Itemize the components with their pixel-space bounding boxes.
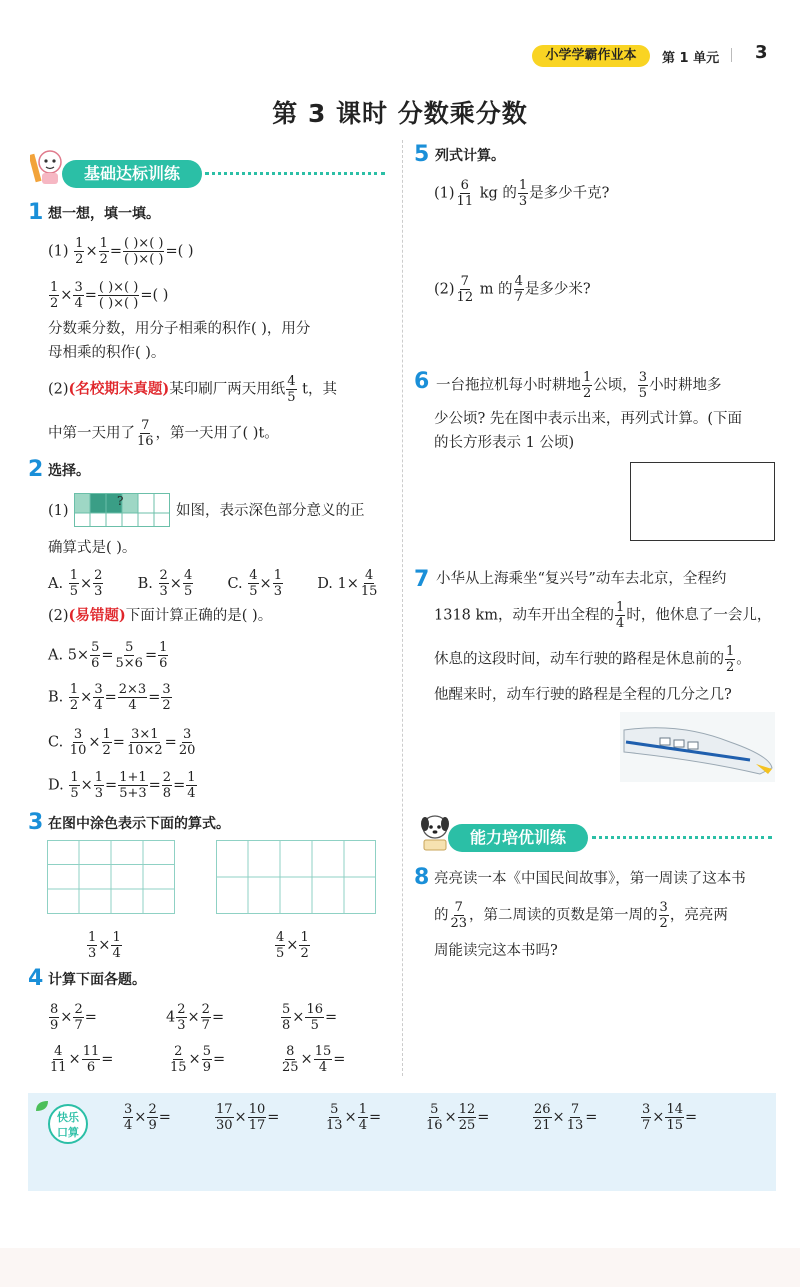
answer-blank[interactable]: ，第一天用了( )t。 [155, 425, 279, 442]
series-badge: 小学学霸作业本 [532, 45, 650, 67]
option-a[interactable]: A. $\frac{1}{5}$ × $\frac{2}{3}$ [48, 568, 103, 599]
answer-blank[interactable]: =( ) [165, 243, 194, 260]
q6-line3: 的长方形表示 1 公顷) [434, 435, 575, 451]
question-title: 在图中涂色表示下面的算式。 [48, 816, 230, 832]
q8-line2: 的 $\frac{7}{23}$ ，第二周读的页数是第一周的 $\frac{3}{2}$ ，亮亮两 [434, 900, 728, 931]
banner-dots [205, 172, 385, 175]
question-number: 3 [28, 810, 44, 835]
calc-item[interactable]: $\frac{4}{11}$ × $\frac{11}{6}$ = [50, 1044, 114, 1075]
q7-line1: 小华从上海乘坐“复兴号”动车去北京，全程约 [436, 571, 727, 587]
section-banner-basic: 基础达标训练 [62, 160, 202, 188]
option-c[interactable]: C. $\frac{4}{5}$ × $\frac{1}{3}$ [227, 568, 282, 599]
q8-line1: 亮亮读一本《中国民间故事》，第一周读了这本书 [434, 871, 746, 887]
quick-calc-item[interactable]: $\frac{17}{30}$ × $\frac{10}{17}$ = [216, 1102, 280, 1133]
bullet-train-image [620, 712, 775, 782]
calc-item[interactable]: $\frac{8}{9}$ × $\frac{2}{7}$ = [50, 1002, 97, 1033]
quick-calc-item[interactable]: $\frac{5}{16}$ × $\frac{12}{25}$ = [426, 1102, 490, 1133]
badge-line2: 口算 [57, 1126, 79, 1139]
option-b[interactable]: B. $\frac{2}{3}$ × $\frac{4}{5}$ [137, 568, 193, 599]
fraction: $\frac{1}{2}$ [99, 236, 108, 267]
q2-choice-c[interactable]: C. $\frac{3}{10}$ × $\frac{1}{2}$ = $\frac{3\times 1}{10\times 2}$ = $\frac{3}{20}$ [48, 727, 196, 758]
quick-calc-item[interactable]: $\frac{3}{7}$ × $\frac{14}{15}$ = [642, 1102, 698, 1133]
calc-item[interactable]: 4 $\frac{2}{3}$ × $\frac{2}{7}$ = [166, 1002, 225, 1033]
header-divider [731, 48, 732, 62]
tag-exam: (名校期末真题) [68, 380, 170, 398]
tag-error-prone: (易错题) [68, 607, 126, 624]
question-title: 选择。 [48, 463, 90, 479]
fraction: $\frac{4}{5}$ [287, 374, 296, 405]
grid-expression-right: $\frac{4}{5}$ × $\frac{1}{2}$ [276, 930, 309, 961]
q2-part1-text2: 确算式是( )。 [48, 540, 137, 556]
question-number: 1 [28, 200, 44, 225]
coloring-grid-left[interactable] [47, 840, 175, 918]
q8-line3: 周能读完这本书吗? [434, 943, 558, 959]
answer-blank[interactable]: =( ) [140, 287, 169, 304]
option-d[interactable]: D. 1× $\frac{4}{15}$ [317, 568, 378, 599]
blank-fraction[interactable]: $\frac{( )\times( )}{( )\times( )}$ [98, 280, 139, 311]
q7-line3: 休息的这段时间，动车行驶的路程是休息前的 $\frac{1}{2}$ 。 [434, 644, 751, 675]
q6-line1: 一台拖拉机每小时耕地 $\frac{1}{2}$ 公顷， $\frac{3}{5}$ 小时耕地多 [436, 370, 722, 401]
fraction: $\frac{7}{16}$ [137, 418, 154, 449]
leaf-icon [34, 1098, 52, 1117]
mascot-dog-icon [418, 812, 452, 852]
question-number: 7 [414, 567, 430, 592]
calc-item[interactable]: $\frac{2}{15}$ × $\frac{5}{9}$ = [170, 1044, 226, 1075]
q7-line4: 他醒来时，动车行驶的路程是全程的几分之几? [434, 687, 732, 703]
q1-part2: (2)(名校期末真题)某印刷厂两天用纸 $\frac{4}{5}$ t，其 [48, 374, 337, 405]
q2-part1-text: 如图，表示深色部分意义的正 [176, 503, 365, 519]
q2-choice-a[interactable]: A. 5× $\frac{5}{6}$ = $\frac{5}{5\times 6}$ = $\frac{1}{6}$ [48, 640, 168, 671]
q2-part1-prefix: (1) [48, 503, 69, 519]
grid-expression-left: $\frac{1}{3}$ × $\frac{1}{4}$ [88, 930, 121, 961]
q1-part1-line2: $\frac{1}{2}$ × $\frac{3}{4}$ = $\frac{( )\times( )}{( )\times( )}$ =( ) [50, 280, 169, 311]
q2-choice-d[interactable]: D. $\frac{1}{5}$ × $\frac{1}{3}$ = $\frac{1+1}{5+3}$ = $\frac{2}{8}$ = $\frac{1}{4}$ [48, 770, 196, 801]
section-banner-advanced: 能力培优训练 [448, 824, 588, 852]
question-number: 6 [414, 369, 430, 394]
quick-calc-item[interactable]: $\frac{5}{13}$ × $\frac{1}{4}$ = [326, 1102, 382, 1133]
calc-item[interactable]: $\frac{5}{8}$ × $\frac{16}{5}$ = [282, 1002, 338, 1033]
q1-part1: (1) $\frac{1}{2}$ × $\frac{1}{2}$ = $\frac{( )\times( )}{( )\times( )}$ =( ) [48, 236, 194, 267]
q1-part2-line2: 中第一天用了 $\frac{7}{16}$ ，第一天用了( )t。 [48, 418, 279, 449]
mascot-pencil-icon [30, 146, 64, 186]
question-title: 想一想，填一填。 [48, 206, 160, 222]
grid-question-mark: ? [117, 494, 124, 508]
q2-diagram-grid [74, 493, 170, 527]
column-divider [402, 140, 403, 1076]
badge-line1: 快乐 [57, 1111, 79, 1124]
hectare-rectangle[interactable] [630, 462, 775, 541]
quick-calc-badge [48, 1104, 88, 1144]
q5-part2: (2) $\frac{7}{12}$ m 的 $\frac{4}{7}$ 是多少米? [434, 274, 591, 305]
quick-calc-item[interactable]: $\frac{26}{21}$ × $\frac{7}{13}$ = [534, 1102, 598, 1133]
page-bottom-band [0, 1248, 800, 1287]
question-title: 计算下面各题。 [48, 972, 146, 988]
part-prefix: (1) [48, 243, 69, 260]
q2-options [48, 568, 379, 599]
page-number: 3 [755, 42, 768, 63]
q7-line2: 1318 km，动车开出全程的 $\frac{1}{4}$ 时，他休息了一会儿， [434, 600, 772, 631]
q2-part2: (2)(易错题)下面计算正确的是( )。 [48, 607, 273, 624]
question-number: 5 [414, 142, 430, 167]
quick-calc-item[interactable]: $\frac{3}{4}$ × $\frac{2}{9}$ = [124, 1102, 171, 1133]
question-number: 8 [414, 865, 430, 890]
q6-line2: 少公顷? 先在图中表示出来，再列式计算。(下面 [434, 411, 743, 427]
q1-rule-line1: 分数乘分数，用分子相乘的积作( )，用分 [48, 321, 311, 337]
banner-dots [592, 836, 772, 839]
question-title: 列式计算。 [435, 148, 505, 164]
page-title: 第 3 课时 分数乘分数 [272, 99, 528, 128]
q1-rule-line2: 母相乘的积作( )。 [48, 345, 166, 361]
q2-choice-b[interactable]: B. $\frac{1}{2}$ × $\frac{3}{4}$ = $\frac{2\times 3}{4}$ = $\frac{3}{2}$ [48, 682, 171, 713]
q5-part1: (1) $\frac{6}{11}$ kg 的 $\frac{1}{3}$ 是多少千克? [434, 178, 610, 209]
unit-label: 第 1 单元 [662, 51, 720, 66]
calc-item[interactable]: $\frac{8}{25}$ × $\frac{15}{4}$ = [282, 1044, 346, 1075]
question-number: 2 [28, 457, 44, 482]
blank-fraction[interactable]: $\frac{( )\times( )}{( )\times( )}$ [124, 236, 164, 267]
question-number: 4 [28, 966, 44, 991]
fraction: $\frac{1}{2}$ [75, 236, 84, 267]
coloring-grid-right[interactable] [216, 840, 376, 918]
fraction: $\frac{1}{2}$ [50, 280, 59, 311]
fraction: $\frac{3}{4}$ [74, 280, 83, 311]
